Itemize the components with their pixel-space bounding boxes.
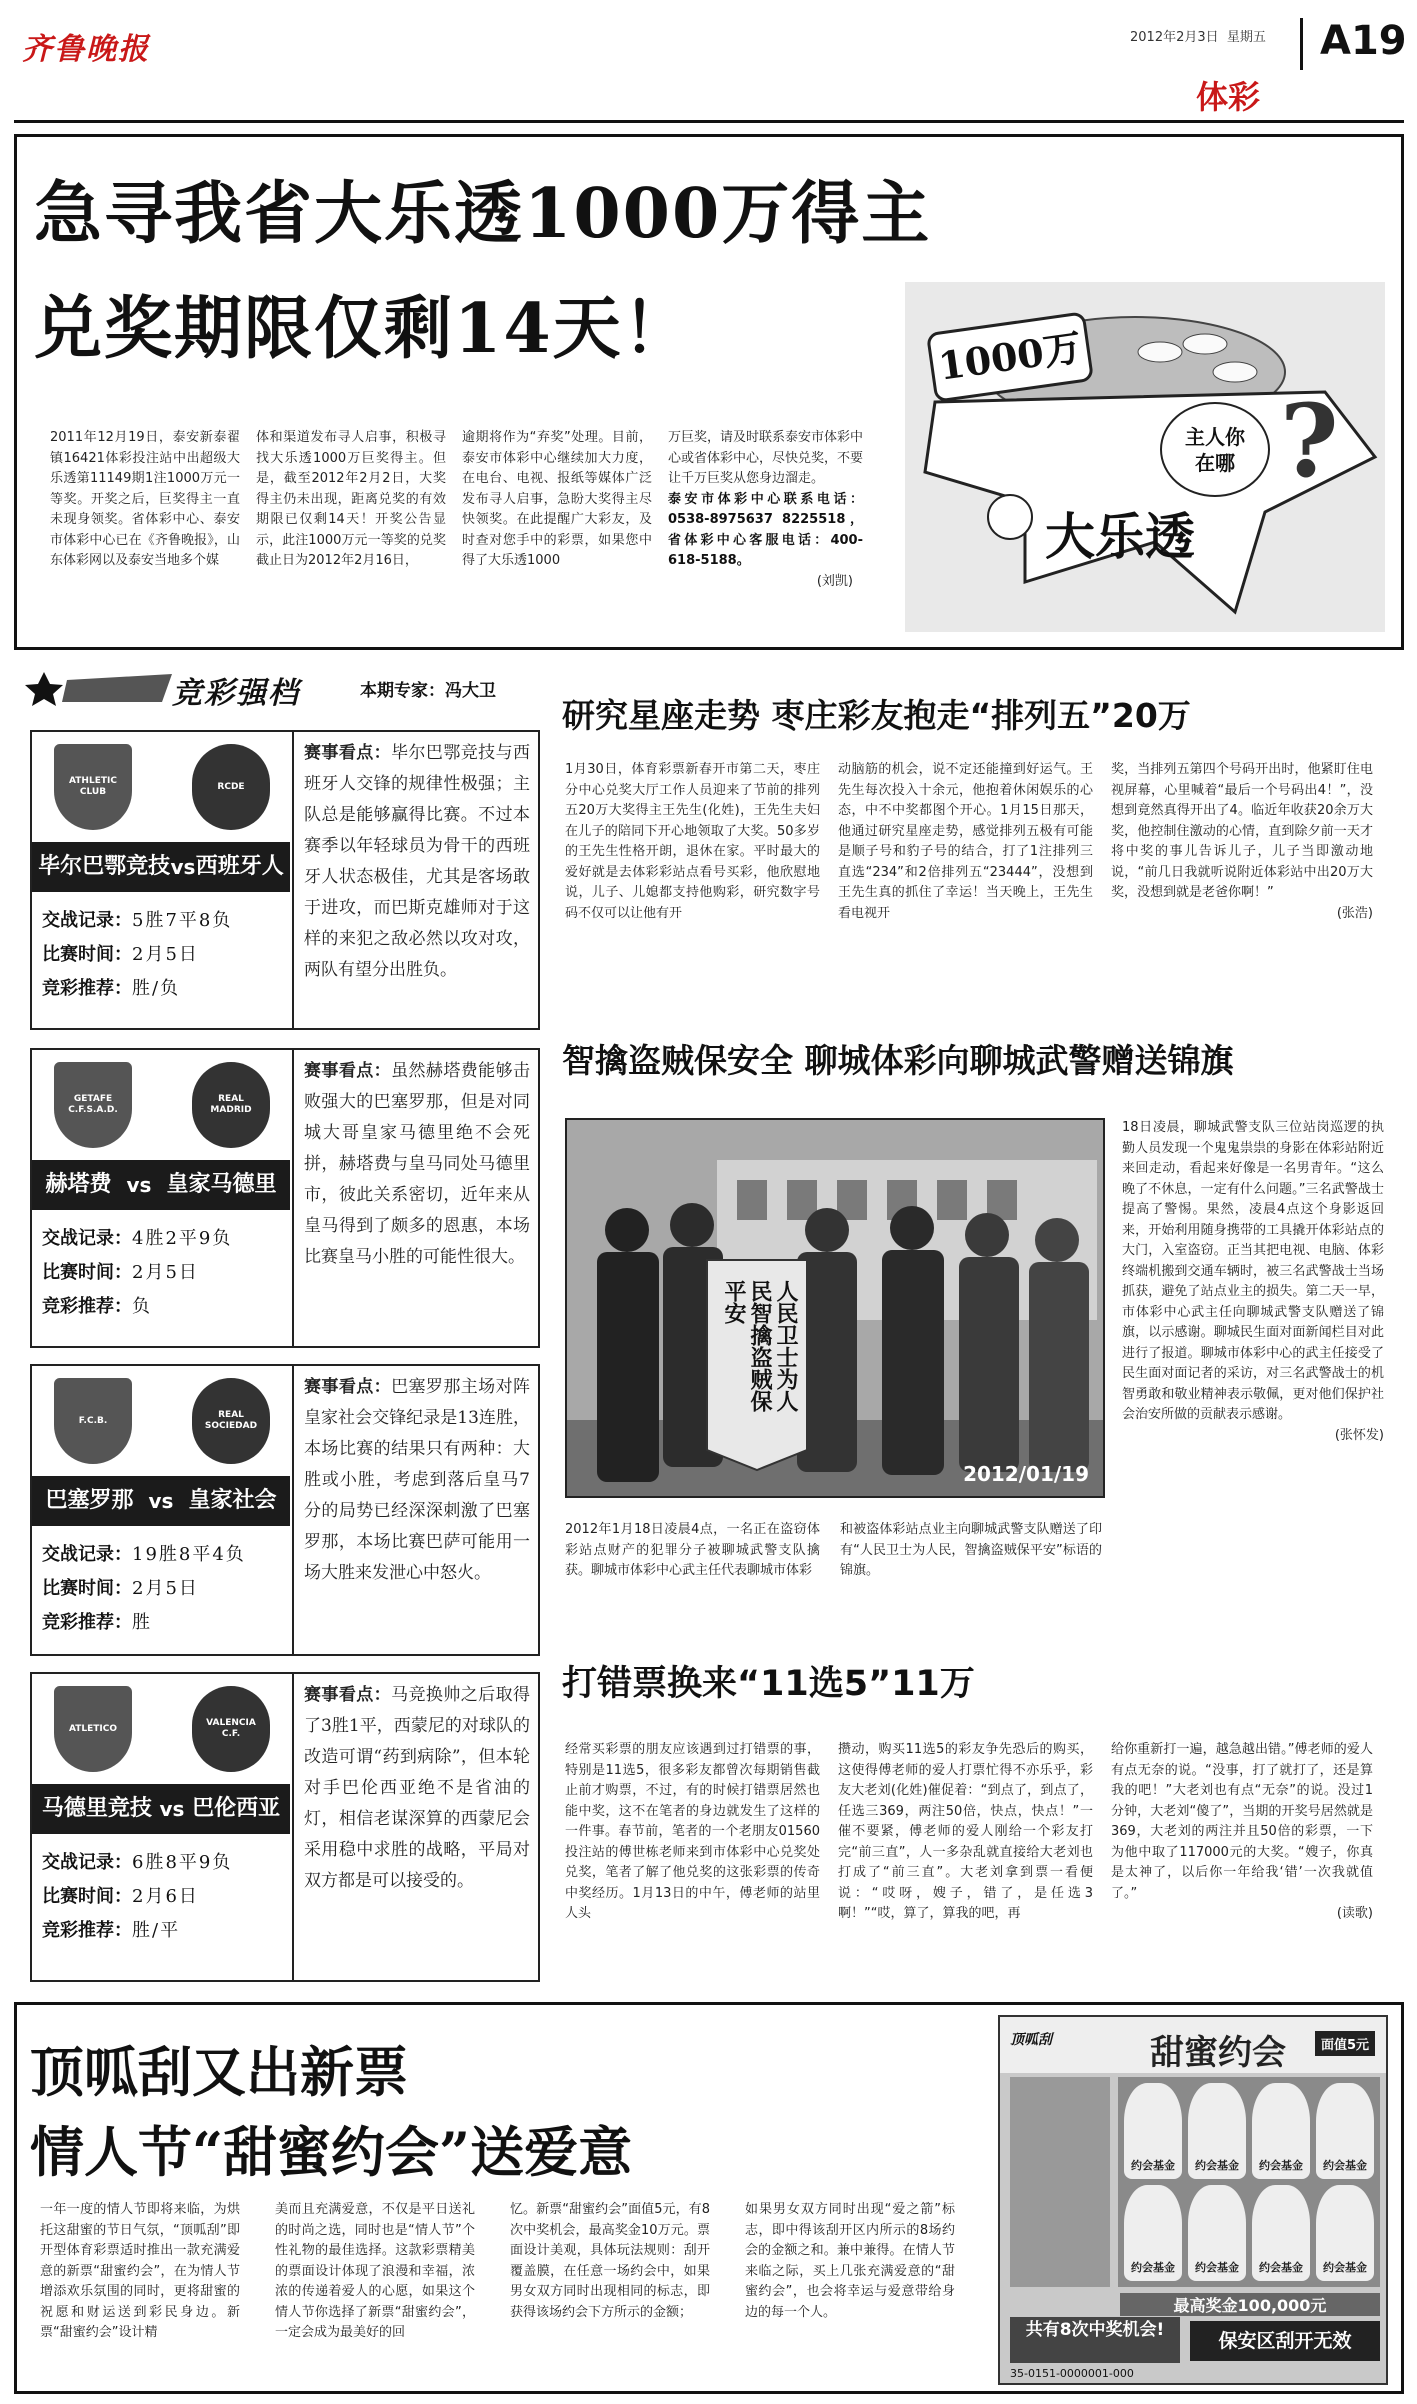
article3-col-1: 经常买彩票的朋友应该遇到过打错票的事，特别是11选5，很多彩友都曾次每期销售截止前才购票，不过，有的时候打错票居然也能中奖，这不在笔者的身边就发生了这样的一件事。春节前，笔者的一个老朋友01560投注站的傅世栋老师来到市体彩中心兑奖处兑奖，笔者了解了他兑奖的这张彩票的传奇中奖经历。1月13日的中午，傅老师的站里人头	[565, 1742, 820, 1921]
home-team-name: 赫塔费	[45, 1172, 112, 1197]
article1-col-2: 动脑筋的机会，说不定还能撞到好运气。王先生每次投入十余元，他抱着休闲娱乐的心态，中不中奖都图个开心。1月15日那天，他通过研究星座走势，感觉排列五极有可能是顺子号和豹子号的结合，打了1注排列三直选“234”和2倍排列五“23444”，没想到王先生真的抓住了幸运！当天晚上，王先生看电视开	[838, 762, 1093, 921]
matchup-bar	[32, 1160, 290, 1210]
banner-line-2: 智擒盗贼保平安	[721, 1280, 773, 1412]
page-number: A19	[1320, 18, 1407, 64]
lead-text-col-2: 体和渠道发布寻人启事，积极寻找大乐透1000万巨奖得主。但是，截至2012年2月2日，大奖得主仍未出现，距离兑奖的有效期限已仅剩14天！开奖公告显示，此注1000万元一等奖的兑奖截止日为2012年2月16日，	[256, 430, 446, 568]
ticket-scratch-note: 保安区刮开无效	[1190, 2321, 1380, 2361]
match-stats	[42, 904, 287, 1006]
record-label: 交战记录：	[42, 910, 132, 931]
home-team-crest	[54, 1378, 132, 1464]
away-team-crest	[192, 1062, 270, 1148]
amount-callout: 1000万	[926, 311, 1094, 403]
pick-row	[42, 1914, 287, 1948]
home-crest-label: F.C.B.	[78, 1415, 108, 1426]
pick-value: 胜/平	[132, 1920, 181, 1941]
match-card	[30, 730, 540, 1030]
scratch-area	[1118, 2077, 1380, 2287]
match-info-panel	[32, 1366, 294, 1654]
scratch-cell: 约会基金	[1316, 2185, 1374, 2281]
away-crest-label: VALENCIA C.F.	[206, 1718, 256, 1739]
match-stats	[42, 1846, 287, 1948]
article1-byline: (张浩)	[1336, 905, 1373, 921]
review-text: 毕尔巴鄂竞技与西班牙人交锋的规律性极强；主队总是能够赢得比赛。不过本赛季以年轻球员为骨干的西班牙人状态极佳，尤其是客场敢于进攻，而巴斯克雄师对于这样的来犯之敌必然以攻对攻，两队有望分出胜负。	[304, 743, 530, 980]
versus-label: vs	[126, 1173, 152, 1197]
article2-caption-col-1: 2012年1月18日凌晨4点，一名正在盗窃体彩站点财产的犯罪分子被聊城武警支队擒获。聊城市体彩中心武主任代表聊城市体彩	[565, 1522, 820, 1578]
time-label: 比赛时间：	[42, 1578, 132, 1599]
versus-label: vs	[159, 1797, 185, 1821]
home-team-name: 马德里竞技	[41, 1796, 152, 1821]
matchup-bar	[32, 1476, 290, 1526]
record-label: 交战记录：	[42, 1228, 132, 1249]
home-team-name: 毕尔巴鄂竞技	[38, 854, 171, 879]
article4-col-1: 一年一度的情人节即将来临，为烘托这甜蜜的节日气氛，“顶呱刮”即开型体育彩票适时推出一款充满爱意的新票“甜蜜约会”，在为情人节增添欢乐氛围的同时，更将甜蜜的祝愿和财运送到彩民身边。新票“甜蜜约会”设计精	[40, 2202, 240, 2340]
article3-byline: (读歌)	[1336, 1906, 1373, 1921]
article1-headline: 研究星座走势 枣庄彩友抱走“排列五”20万	[562, 696, 1191, 735]
match-info-panel	[32, 1050, 294, 1346]
record-label: 交战记录：	[42, 1544, 132, 1565]
article2-headline: 智擒盗贼保安全 聊城体彩向聊城武警赠送锦旗	[562, 1041, 1234, 1080]
lead-byline: (刘凯)	[816, 573, 853, 589]
article3-col-3	[1111, 1740, 1373, 1980]
match-card	[30, 1048, 540, 1348]
lead-text-col-1: 2011年12月19日，泰安新泰翟镇16421体彩投注站中出超级大乐透第11149期1注1000万元一等奖。开奖之后，巨奖得主一直未现身领奖。省体彩中心、泰安市体彩中心已在《齐鲁晚报》，山东体彩网以及泰安当地多个媒	[50, 430, 240, 568]
record-value: 19胜8平4负	[132, 1544, 246, 1565]
home-team-crest	[54, 744, 132, 830]
ticket-brand: 顶呱刮	[1010, 2032, 1052, 2048]
lottery-promo-graphic	[905, 282, 1385, 632]
pick-label: 竞彩推荐：	[42, 978, 132, 999]
record-row	[42, 1222, 287, 1256]
section-name: 体彩	[1196, 78, 1261, 116]
contact-info: 泰安市体彩中心联系电话：0538-8975637 8225518，省体彩中心客服电话：400-618-5188。	[668, 491, 863, 568]
article4-headline-line1: 顶呱刮又出新票	[30, 2040, 408, 2104]
award-ceremony-photo	[565, 1118, 1105, 1498]
pick-label: 竞彩推荐：	[42, 1612, 132, 1633]
jingcai-header	[22, 668, 317, 711]
article4-col-4: 如果男女双方同时出现“爱之箭”标志，即中得该刮开区内所示的8场约会的金额之和。兼中兼得。在情人节来临之际，买上几张充满爱意的“甜蜜约会”，也会将幸运与爱意带给身边的每一个人。	[745, 2202, 955, 2320]
article2-side-col	[1122, 1118, 1384, 1598]
question-mark: ?	[1280, 382, 1339, 500]
article2-caption-col-2: 和被盗体彩站点业主向聊城武警支队赠送了印有“人民卫士为人民，智擒盗贼保平安”标语的锦旗。	[840, 1522, 1102, 1578]
article1-col3-text: 奖，当排列五第四个号码开出时，他紧盯住电视屏幕，心里喊着“最后一个号码出4！”，没想到竟然真得开出了4。临近年收获20余万大奖，他控制住激动的心情，直到除夕前一天才将中奖的事儿告诉儿子，儿子当即激动地说，“前几日我就听说附近体彩站中出20万大奖，没想到就是老爸你啊！”	[1111, 762, 1373, 900]
lead-text-col-3: 逾期将作为“弃奖”处理。目前，泰安市体彩中心继续加大力度，在电台、电视、报纸等媒体广泛发布寻人启事，急盼大奖得主尽快领奖。在此提醒广大彩友，及时查对您手中的彩票，如果您中得了大乐透1000	[462, 430, 652, 568]
review-label: 赛事看点：	[304, 743, 392, 763]
banner-line-1: 人民卫士为人民	[747, 1280, 799, 1412]
scratch-cell: 约会基金	[1124, 2185, 1182, 2281]
match-info-panel	[32, 732, 294, 1028]
review-text: 虽然赫塔费能够击败强大的巴塞罗那，但是对同城大哥皇家马德里绝不会死拼，赫塔费与皇马同处马德里市，彼此关系密切，近年来从皇马得到了颇多的恩惠，本场比赛皇马小胜的可能性很大。	[304, 1061, 530, 1267]
article4-col-2: 美而且充满爱意，不仅是平日送礼的时尚之选，同时也是“情人节”个性礼物的最佳选择。这款彩票精美的票面设计体现了浪漫和幸福，浓浓的传递着爱人的心愿，如果这个情人节你选择了新票“甜蜜约会”，一定会成为最美好的回	[275, 2202, 475, 2340]
jingcai-title: 竞彩强档	[172, 676, 300, 711]
masthead-rule	[14, 120, 1404, 123]
away-team-name: 皇家马德里	[166, 1172, 277, 1197]
away-crest-label: REAL SOCIEDAD	[204, 1410, 258, 1431]
issue-date	[1130, 26, 1266, 45]
ticket-top-prize: 最高奖金100,000元	[1120, 2293, 1380, 2316]
time-label: 比赛时间：	[42, 1886, 132, 1907]
review-label: 赛事看点：	[304, 1377, 392, 1397]
home-team-name: 巴塞罗那	[45, 1488, 134, 1513]
away-team-crest	[192, 1686, 270, 1772]
pick-value: 胜	[132, 1612, 152, 1633]
time-row	[42, 1572, 287, 1606]
match-stats	[42, 1222, 287, 1324]
time-label: 比赛时间：	[42, 944, 132, 965]
article1-col-1: 1月30日，体育彩票新春开市第二天，枣庄分中心兑奖大厅工作人员迎来了节前的排列五20万大奖得主王先生(化姓)，王先生夫妇在儿子的陪同下开心地领取了大奖。50多岁的王先生性格开朗，退休在家。平时最大的爱好就是去体彩彩站点看号买彩，他欣慰地说，儿子、儿媳都支持他购彩，研究数字号码不仅可以让他有开	[565, 762, 820, 921]
daletou-brand: 大乐透	[1045, 507, 1195, 566]
home-team-crest	[54, 1062, 132, 1148]
home-team-crest	[54, 1686, 132, 1772]
review-text: 巴塞罗那主场对阵皇家社会交锋纪录是13连胜，本场比赛的结果只有两种：大胜或小胜，考虑到落后皇马7分的局势已经深深刺激了巴塞罗那，本场比赛巴萨可能用一场大胜来发泄心中怒火。	[304, 1377, 530, 1583]
time-row	[42, 938, 287, 972]
date-text: 2012年2月3日	[1130, 30, 1219, 45]
record-row	[42, 1846, 287, 1880]
scratch-cell: 约会基金	[1188, 2185, 1246, 2281]
match-review	[304, 738, 530, 1024]
ticket-chances: 共有8次中奖机会!	[1010, 2317, 1180, 2363]
article2-side-text: 18日凌晨，聊城武警支队三位站岗巡逻的执勤人员发现一个鬼鬼祟祟的身影在体彩站附近来回走动，看起来好像是一名男青年。“这么晚了不休息，一定有什么问题。”三名武警战士提高了警惕。果然，凌晨4点这个身影返回来，开始利用随身携带的工具撬开体彩站点的大门，入室盗窃。正当其把电视、电脑、体彩终端机搬到交通车辆时，被三名武警战士当场抓获，避免了站点业主的损失。第二天一早，市体彩中心武主任向聊城武警支队赠送了锦旗，以示感谢。聊城民生面对面新闻栏目对此进行了报道。聊城市体彩中心的武主任接受了民生面对面记者的采访，对三名武警战士的机智勇敢和敬业精神表示敬佩，更对他们保护社会治安所做的贡献表示感谢。	[1122, 1120, 1384, 1422]
match-review	[304, 1056, 530, 1342]
article4-col-3: 忆。新票“甜蜜约会”面值5元，有8次中奖机会，最高奖金10万元。票面设计美观，具体玩法规则：刮开覆盖膜，在任意一场约会中，如果男女双方同时出现相同的标志，即获得该场约会下方所示的金额；	[510, 2202, 710, 2320]
pick-value: 胜/负	[132, 978, 181, 999]
scratch-cell: 约会基金	[1316, 2083, 1374, 2179]
pick-label: 竞彩推荐：	[42, 1296, 132, 1317]
time-value: 2月6日	[132, 1886, 199, 1907]
masthead-divider	[1300, 18, 1303, 70]
away-team-name: 巴伦西亚	[192, 1796, 281, 1821]
banner-text	[719, 1280, 799, 1430]
lead-col4-text: 万巨奖，请及时联系泰安市体彩中心或省体彩中心，尽快兑奖，不要让千万巨奖从您身边溜走。	[668, 430, 863, 486]
pick-row	[42, 972, 287, 1006]
article1-col-3	[1111, 760, 1373, 1000]
ticket-serial: 35-0151-0000001-000	[1010, 2367, 1134, 2380]
time-value: 2月5日	[132, 1578, 199, 1599]
match-info-panel	[32, 1674, 294, 1980]
expert-name: 本期专家：冯大卫	[360, 681, 496, 701]
article3-headline: 打错票换来“11选5”11万	[562, 1664, 975, 1704]
away-team-name: 西班牙人	[195, 854, 284, 879]
time-row	[42, 1880, 287, 1914]
scratch-cell: 约会基金	[1124, 2083, 1182, 2179]
time-row	[42, 1256, 287, 1290]
away-crest-label: RCDE	[217, 781, 245, 792]
where-are-you-bubble: 主人你在哪	[1160, 402, 1270, 497]
match-card	[30, 1364, 540, 1656]
pick-label: 竞彩推荐：	[42, 1920, 132, 1941]
pick-row	[42, 1606, 287, 1640]
review-text: 马竞换帅之后取得了3胜1平，西蒙尼的对球队的改造可谓“药到病除”，但本轮对手巴伦西亚绝不是省油的灯，相信老谋深算的西蒙尼会采用稳中求胜的战略，平局对双方都是可以接受的。	[304, 1685, 530, 1891]
photo-scene	[567, 1120, 1105, 1498]
scratch-cell: 约会基金	[1252, 2083, 1310, 2179]
scratch-cell: 约会基金	[1252, 2185, 1310, 2281]
away-team-crest	[192, 1378, 270, 1464]
article2-byline: (张怀发)	[1334, 1427, 1384, 1443]
review-label: 赛事看点：	[304, 1685, 392, 1705]
pick-row	[42, 1290, 287, 1324]
matchup-bar	[32, 842, 290, 892]
record-label: 交战记录：	[42, 1852, 132, 1873]
photo-timestamp: 2012/01/19	[963, 1462, 1089, 1486]
record-value: 6胜8平9负	[132, 1852, 233, 1873]
scratch-cell: 约会基金	[1188, 2083, 1246, 2179]
home-crest-label: ATHLETIC CLUB	[69, 776, 117, 797]
record-value: 5胜7平8负	[132, 910, 233, 931]
time-value: 2月5日	[132, 1262, 199, 1283]
record-row	[42, 1538, 287, 1572]
versus-label: vs	[170, 855, 196, 879]
match-card	[30, 1672, 540, 1982]
matchup-bar	[32, 1784, 290, 1834]
home-crest-label: GETAFE C.F.S.A.D.	[68, 1094, 118, 1115]
time-label: 比赛时间：	[42, 1262, 132, 1283]
pick-value: 负	[132, 1296, 152, 1317]
match-review	[304, 1680, 530, 1976]
match-stats	[42, 1538, 287, 1640]
review-label: 赛事看点：	[304, 1061, 392, 1081]
lead-headline-line2: 兑奖期限仅剩14天！	[34, 289, 693, 369]
record-row	[42, 904, 287, 938]
versus-label: vs	[148, 1489, 174, 1513]
record-value: 4胜2平9负	[132, 1228, 233, 1249]
ticket-title: 甜蜜约会	[1150, 2033, 1286, 2073]
lead-headline-line1: 急寻我省大乐透1000万得主	[34, 174, 932, 254]
lead-text-col-4	[668, 428, 863, 640]
away-crest-label: REAL MADRID	[210, 1094, 252, 1115]
ticket-price: 面值5元	[1315, 2031, 1375, 2056]
article3-col-2: 攒动，购买11选5的彩友争先恐后的购买，这使得傅老师的爱人打票忙得不亦乐乎，彩友大老刘(化姓)催促着：“到点了，到点了，任选三369，两注50倍，快点，快点！”一催不要紧，傅老师的爱人刚给一个彩友打完“前三直”，人一多杂乱就直接给大老刘也打成了“前三直”。大老刘拿到票一看便说：“哎呀，嫂子，错了，是任选3啊！”“哎，算了，算我的吧，再	[838, 1742, 1093, 1921]
home-crest-label: ATLETICO	[68, 1723, 118, 1734]
away-team-crest	[192, 744, 270, 830]
match-review	[304, 1372, 530, 1650]
scratch-ticket-image	[998, 2015, 1388, 2385]
away-team-name: 皇家社会	[188, 1488, 277, 1513]
newspaper-logo: 齐鲁晚报	[22, 32, 150, 67]
time-value: 2月5日	[132, 944, 199, 965]
weekday-text: 星期五	[1226, 30, 1266, 45]
article4-headline-line2: 情人节“甜蜜约会”送爱意	[30, 2120, 633, 2184]
article3-col3-text: 给你重新打一遍，越急越出错。”傅老师的爱人有点无奈的说。“没事，打了就打了，还是算我的吧！”大老刘也有点“无奈”的说。没过1分钟，大老刘“傻了”，当期的开奖号居然就是369，大老刘的两注并且50倍的彩票，一下为他中取了117000元的大奖。“嫂子，你真是太神了，以后你一年给我‘错’一次我就值了。”	[1111, 1742, 1373, 1901]
